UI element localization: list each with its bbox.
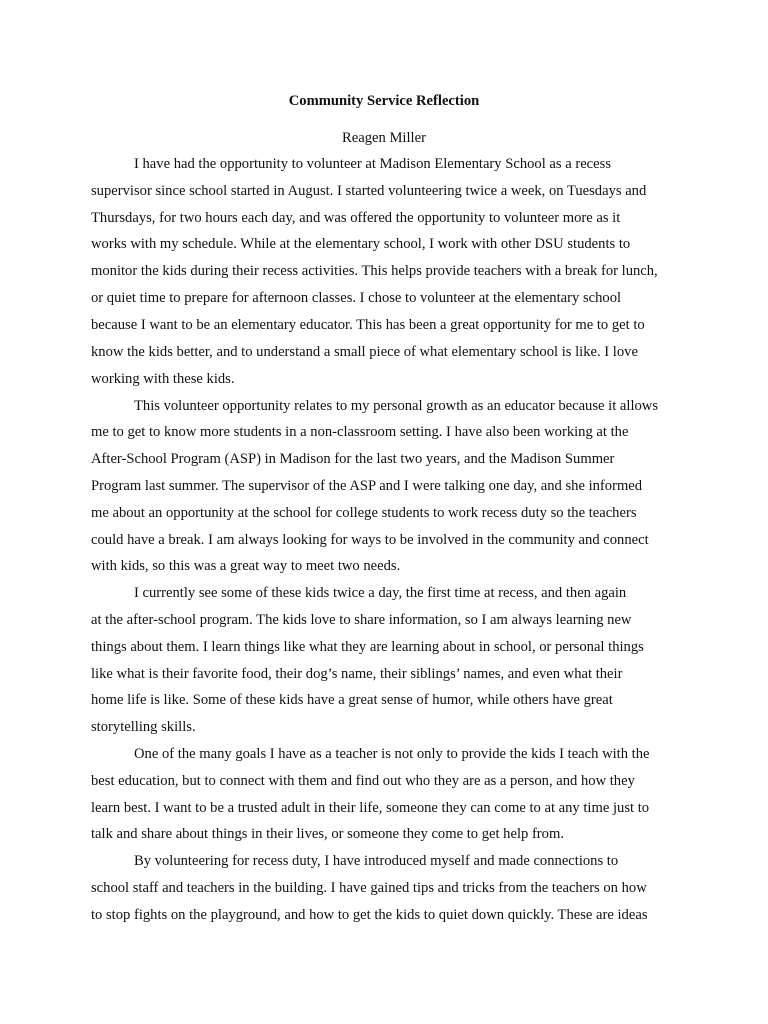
document-title: Community Service Reflection <box>288 93 480 109</box>
paragraph-1-line: works with my schedule. While at the elementary school, I work with other DSU students to <box>91 236 631 252</box>
paragraph-1-line: I have had the opportunity to volunteer at Madison Elementary School as a recess <box>134 156 611 172</box>
paragraph-4-line: talk and share about things in their lives, or someone they come to get help from. <box>91 826 564 842</box>
paragraph-4-line: One of the many goals I have as a teacher is not only to provide the kids I teach with the <box>134 746 650 762</box>
paragraph-1-line: working with these kids. <box>91 371 235 387</box>
paragraph-5-line: to stop fights on the playground, and how to get the kids to quiet down quickly. These are ideas <box>91 907 648 923</box>
paragraph-2-line: After-School Program (ASP) in Madison for the last two years, and the Madison Summer <box>91 451 615 467</box>
paragraph-5-line: By volunteering for recess duty, I have introduced myself and made connections to <box>134 853 619 869</box>
paragraph-2-line: This volunteer opportunity relates to my personal growth as an educator because it allows <box>134 398 659 414</box>
paragraph-1-line: supervisor since school started in August. I started volunteering twice a week, on Tuesdays and <box>91 183 647 199</box>
paragraph-2-line: me about an opportunity at the school for college students to work recess duty so the teachers <box>91 505 637 521</box>
paragraph-4-line: best education, but to connect with them and find out who they are as a person, and how they <box>91 773 635 789</box>
paragraph-2-line: could have a break. I am always looking for ways to be involved in the community and connect <box>91 532 649 548</box>
paragraph-3-line: home life is like. Some of these kids have a great sense of humor, while others have great <box>91 692 613 708</box>
paragraph-3-line: like what is their favorite food, their dog’s name, their siblings’ names, and even what their <box>91 666 623 682</box>
paragraph-3-line: storytelling skills. <box>91 719 196 735</box>
paragraph-1-line: or quiet time to prepare for afternoon classes. I chose to volunteer at the elementary school <box>91 290 622 306</box>
author-name: Reagen Miller <box>342 130 426 146</box>
paragraph-2-line: Program last summer. The supervisor of the ASP and I were talking one day, and she informed <box>91 478 643 494</box>
paragraph-2-line: with kids, so this was a great way to meet two needs. <box>91 558 401 574</box>
paragraph-1-line: monitor the kids during their recess activities. This helps provide teachers with a break for lunch, <box>91 263 658 279</box>
paragraph-3-line: I currently see some of these kids twice a day, the first time at recess, and then again <box>134 585 627 601</box>
paragraph-3-line: things about them. I learn things like what they are learning about in school, or personal things <box>91 639 644 655</box>
paragraph-4-line: learn best. I want to be a trusted adult in their life, someone they can come to at any time just to <box>91 800 650 816</box>
paragraph-1-line: know the kids better, and to understand a small piece of what elementary school is like. I love <box>91 344 638 360</box>
paragraph-1-line: Thursdays, for two hours each day, and was offered the opportunity to volunteer more as it <box>91 210 621 226</box>
paragraph-5-line: school staff and teachers in the building. I have gained tips and tricks from the teachers on how <box>91 880 647 896</box>
paragraph-1-line: because I want to be an elementary educator. This has been a great opportunity for me to get to <box>91 317 645 333</box>
paragraph-3-line: at the after-school program. The kids love to share information, so I am always learning new <box>91 612 632 628</box>
paragraph-2-line: me to get to know more students in a non-classroom setting. I have also been working at the <box>91 424 629 440</box>
